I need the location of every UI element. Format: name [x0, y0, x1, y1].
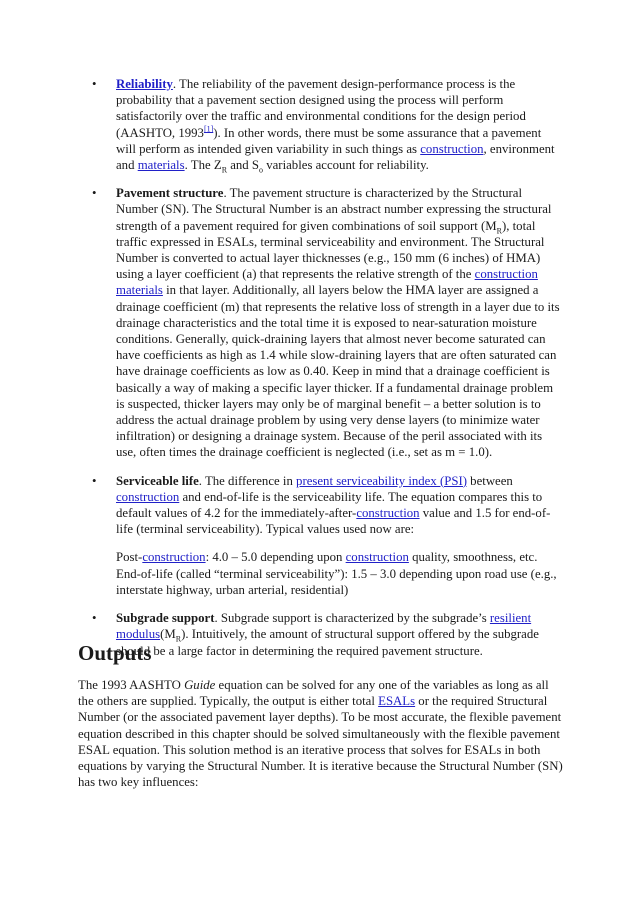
text: . The pavement structure is characterized by the Structural Number (SN). The Structural Number is an abstract number expressing the structural strength of a pavement required for given combinations of soil support (M [116, 186, 552, 233]
text: . The reliability of the pavement design-performance process is the probability that a pavement section designed using the process will perform satisfactorily over the traffic and environmental conditions for the design period (AASHTO, 1993 [116, 77, 526, 140]
text: value and 1.5 for end-of-life (terminal serviceability). Typical values used now are: [116, 506, 551, 537]
text: equation can be solved for any one of the variables as long as all the others are supplied. Typically, the output is either total [78, 678, 549, 709]
list-item-pavement-structure [0, 185, 564, 460]
text: : 4.0 – 5.0 depending upon [205, 550, 346, 565]
text: variables account for reliability. [263, 158, 429, 173]
subscript: R [221, 165, 228, 175]
text: (M [160, 627, 176, 642]
text: End-of-life (called “terminal serviceability”): 1.5 – 3.0 depending upon road use (e.g., interstate highway, urban arterial, residential) [116, 566, 557, 597]
text: , environment and [116, 141, 555, 173]
text: The 1993 AASHTO [78, 678, 185, 692]
text: quality, smoothness, etc. [408, 550, 538, 565]
text: . Subgrade support is characterized by the subgrade’s [214, 611, 490, 626]
text: ), total traffic expressed in ESALs, terminal serviceability and environment. The Structural Number is converted to actual layer thicknesses (e.g., 150 mm (6 inches) of HMA) using a layer coefficient (a) that represents the relative strength of the [116, 218, 545, 282]
text: and S [227, 158, 260, 173]
subgrade-support-paragraph [116, 610, 564, 659]
text: ). In other words, there must be some assurance that a pavement will perform as intended given variability in such things as [116, 125, 542, 156]
bullet-marker: • [92, 77, 97, 91]
reliability-link[interactable]: Reliability [116, 77, 173, 91]
bullet-marker: • [92, 186, 97, 201]
list-item-reliability [0, 76, 564, 173]
esals-link[interactable]: ESALs [378, 694, 416, 709]
serviceable-life-paragraph [116, 473, 564, 538]
text: and end-of-life is the serviceability life. The equation compares this to default values of 4.2 for the immediately-after- [116, 489, 543, 521]
reference-link[interactable]: [1] [203, 124, 214, 134]
construction-link[interactable]: construction [356, 506, 420, 521]
bullet-marker: • [92, 473, 97, 488]
text: Post- [116, 550, 143, 565]
list-item-serviceable-life [0, 473, 564, 598]
text: . The difference in [198, 473, 297, 488]
construction-link[interactable]: construction [420, 141, 484, 156]
reliability-paragraph [116, 76, 564, 173]
subscript: o [259, 165, 264, 175]
pavement-structure-title: Pavement structure [116, 186, 224, 201]
outputs-body [78, 677, 564, 790]
outputs-paragraph [78, 677, 564, 790]
materials-link[interactable]: materials [137, 158, 185, 173]
bullet-list [0, 76, 638, 671]
subscript: R [496, 226, 502, 236]
text: in that layer. Additionally, all layers below the HMA layer are assigned a drainage coefficient (m) that represents the relative loss of strength in a layer due to its drainage characteristics and the total time it is exposed to near-saturation moisture conditions. Generally, quick-draining layers that almost never become saturated can have coefficients as high as 1.4 while slow-draining layers that are often saturated can have drainage coefficients as low as 0.40. Keep in mind that a drainage coefficient is basically a way of making a specific layer thicker. If a fundamental drainage problem is suspected, thicker layers may only be of marginal benefit – a better solution is to address the actual drainage problem by using very dense layers (to minimize water infiltration) or designing a drainage system. Because of the peril associated with its use, often times the drainage coefficient is neglected (i.e., set as m = 1.0). [116, 283, 560, 460]
text: ). Intuitively, the amount of structural support offered by the subgrade should be a large factor in determining the required pavement structure. [116, 627, 539, 658]
subgrade-support-title: Subgrade support [116, 611, 215, 626]
construction-link[interactable]: construction [116, 489, 180, 504]
resilient-modulus-link[interactable]: resilient modulus [116, 611, 532, 642]
guide-italic: Guide [184, 678, 216, 692]
construction-link[interactable]: construction [345, 550, 409, 565]
pavement-structure-paragraph [116, 185, 564, 460]
serviceable-life-title: Serviceable life [116, 473, 199, 488]
serviceability-values [116, 549, 564, 598]
text: or the required Structural Number (or the associated pavement layer depths). To be most accurate, the flexible pavement equation described in this chapter should be solved simultaneously with the flexible pavement ESAL equation. This solution method is an iterative process that solves for ESALs in both equations by varying the Structural Number. It is iterative because the Structural Number (SN) has two key influences: [78, 694, 563, 790]
subscript: R [175, 634, 182, 644]
text: between [466, 473, 513, 488]
text: . The Z [184, 158, 222, 173]
psi-link[interactable]: present serviceability index (PSI) [296, 473, 467, 488]
construction-materials-link[interactable]: construction materials [116, 267, 538, 298]
outputs-heading: Outputs [78, 641, 152, 665]
bullet-marker: • [92, 611, 97, 626]
construction-link[interactable]: construction [142, 550, 206, 565]
